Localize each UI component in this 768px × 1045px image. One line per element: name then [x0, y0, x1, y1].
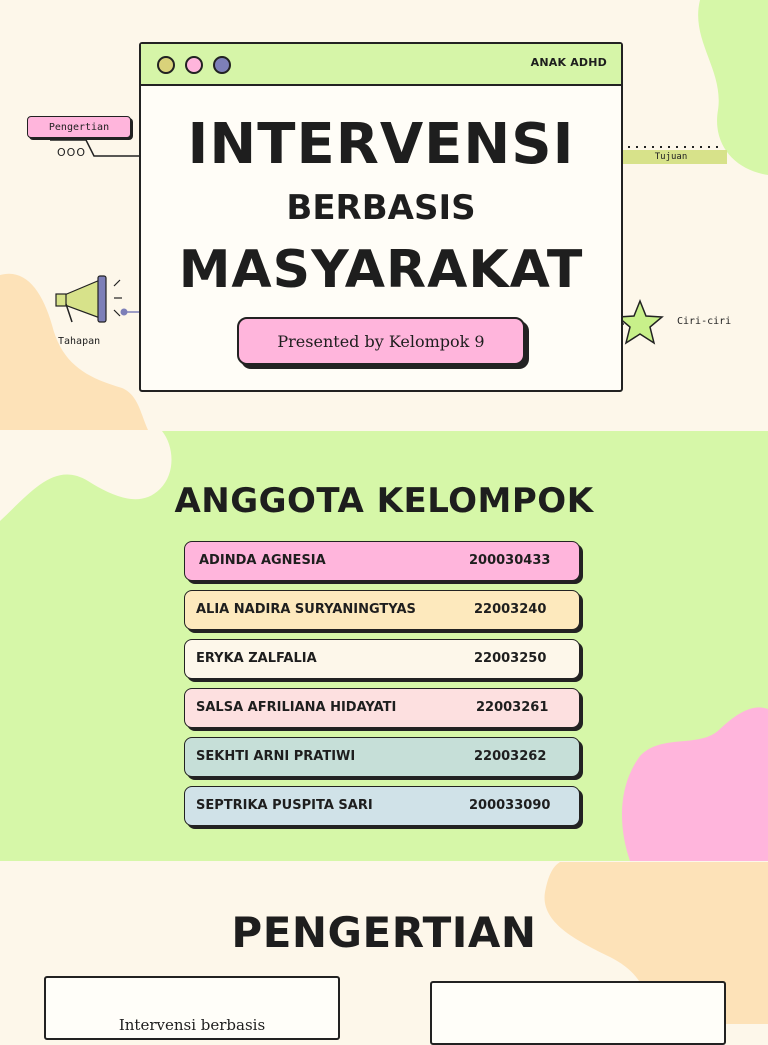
window-dot-yellow — [157, 56, 175, 74]
member-id: 22003240 — [474, 602, 547, 617]
tujuan-label: Tujuan — [654, 152, 688, 162]
tujuan-tag — [615, 150, 727, 164]
member-row — [184, 541, 580, 581]
window-dot-pink — [185, 56, 203, 74]
definition-card-left — [44, 976, 340, 1040]
pengertian-connector — [48, 132, 148, 172]
tahapan-label: Tahapan — [58, 336, 101, 347]
title-line-3: MASYARAKAT — [178, 240, 584, 300]
member-name: ALIA NADIRA SURYANINGTYAS — [196, 602, 416, 617]
member-name: ERYKA ZALFALIA — [196, 651, 317, 666]
member-name: ADINDA AGNESIA — [199, 553, 326, 568]
window-tag: ANAK ADHD — [530, 56, 607, 69]
tujuan-dotted-line — [628, 143, 728, 151]
window-dot-purple — [213, 56, 231, 74]
member-row — [184, 639, 580, 679]
member-row — [184, 688, 580, 728]
member-row — [184, 590, 580, 630]
member-row — [184, 786, 580, 826]
ciri-ciri-label: Ciri-ciri — [677, 316, 732, 327]
member-id: 200033090 — [469, 798, 551, 813]
member-id: 22003261 — [476, 700, 549, 715]
ooo-mark: OOO — [57, 146, 86, 159]
definition-card-right — [430, 981, 726, 1045]
member-name: SEKHTI ARNI PRATIWI — [196, 749, 356, 764]
members-heading: ANGGOTA KELOMPOK — [174, 481, 594, 521]
definition-card-text: Intervensi berbasis — [118, 1016, 266, 1034]
member-name: SALSA AFRILIANA HIDAYATI — [196, 700, 397, 715]
member-id: 22003262 — [474, 749, 547, 764]
member-id: 22003250 — [474, 651, 547, 666]
definition-slide — [0, 862, 768, 1034]
window-title-bar — [141, 44, 621, 86]
title-line-2: BERBASIS — [286, 188, 476, 228]
member-id: 200030433 — [469, 553, 551, 568]
pengertian-label: Pengertian — [48, 121, 110, 133]
title-slide — [0, 0, 768, 430]
member-name: SEPTRIKA PUSPITA SARI — [196, 798, 373, 813]
member-row — [184, 737, 580, 777]
presenter-pill: Presented by Kelompok 9 — [237, 317, 525, 365]
browser-window-frame — [139, 42, 623, 392]
definition-heading: PENGERTIAN — [231, 908, 537, 957]
title-line-1: INTERVENSI — [187, 112, 575, 177]
members-slide — [0, 431, 768, 861]
